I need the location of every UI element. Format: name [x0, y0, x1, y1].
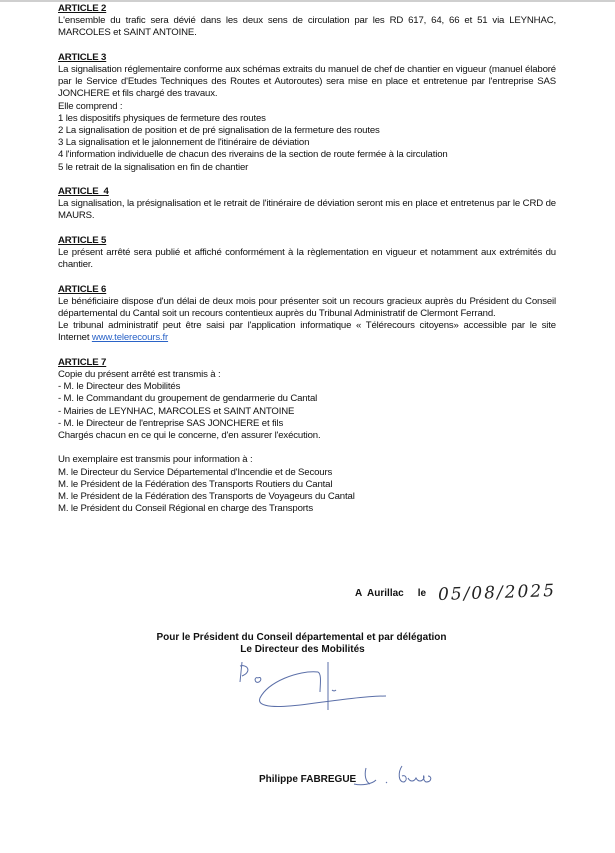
delegation-line: Pour le Président du Conseil départemental et par délégation [156, 632, 447, 643]
list-intro: Copie du présent arrêté est transmis à : [58, 369, 221, 381]
article-4 [58, 186, 556, 223]
list-intro: Elle comprend : [58, 100, 123, 112]
link-prefix: Internet [58, 332, 92, 344]
list-item: - M. le Directeur des Mobilités [58, 381, 181, 393]
article-title: ARTICLE 6 [58, 283, 107, 295]
director-signature [228, 660, 428, 720]
closing-line: Chargés chacun en ce qui le concerne, d'en assurer l'exécution. [58, 430, 321, 442]
list-item: - M. le Directeur de l'entreprise SAS JONCHERE et fils [58, 417, 284, 429]
list-item: M. le Président de la Fédération des Transports de Voyageurs du Cantal [58, 491, 355, 503]
article-title: ARTICLE 7 [58, 356, 107, 368]
handwritten-date: 05/08/2025 [437, 580, 557, 606]
list-item: 3 La signalisation et le jalonnement de l'itinéraire de déviation [58, 137, 310, 149]
list-item: - Mairies de LEYNHAC, MARCOLES et SAINT ANTOINE [58, 405, 295, 417]
article-title: ARTICLE 3 [58, 51, 107, 63]
delegation-block [0, 632, 615, 656]
article-3 [58, 52, 556, 174]
page-top-border [0, 0, 615, 2]
list-item: 4 l'information individuelle de chacun des riverains de la section de route fermée à la circulation [58, 149, 448, 161]
list-item: 5 le retrait de la signalisation en fin de chantier [58, 161, 249, 173]
signer-name: Philippe FABREGUE [259, 774, 357, 785]
information-list [58, 454, 556, 515]
article-title: ARTICLE 4 [58, 186, 109, 198]
list-item: M. le Directeur du Service Départemental d'Incendie et de Secours [58, 466, 333, 478]
date-label: le [417, 588, 427, 599]
place-date [355, 588, 426, 599]
initials-signature [352, 762, 442, 792]
place: A Aurillac [355, 588, 404, 599]
link-line [58, 332, 556, 344]
list-intro: Un exemplaire est transmis pour information à : [58, 454, 253, 466]
article-paragraph: La signalisation réglementaire conforme aux schémas extraits du manuel de chef de chantier en vigueur (manuel élaboré par le Service d'Etudes Techniques des Routes et Autoroutes) sera mise en place et entretenue par l'entreprise SAS JONCHERE et fils chargé des travaux. [58, 64, 556, 100]
list-item: - M. le Commandant du groupement de gendarmerie du Cantal [58, 393, 318, 405]
article-paragraph: Le tribunal administratif peut être saisi par l'application informatique « Télérecours citoyens» accessible par le site [58, 320, 556, 332]
article-title: ARTICLE 2 [58, 3, 107, 14]
article-paragraph: Le bénéficiaire dispose d'un délai de deux mois pour présenter soit un recours gracieux auprès du Président du Conseil départemental du Cantal soit un recours contentieux auprès du Tribunal Administratif de Clermont Ferrand. [58, 295, 556, 320]
article-6 [58, 284, 556, 345]
telerecours-link[interactable]: www.telerecours.fr [91, 332, 169, 344]
article-paragraph: L'ensemble du trafic sera dévié dans les deux sens de circulation par les RD 617, 64, 66 et 51 via LEYNHAC, MARCOLES et SAINT ANTOINE. [58, 15, 556, 39]
article-title: ARTICLE 5 [58, 234, 107, 246]
list-item: M. le Président du Conseil Régional en charge des Transports [58, 503, 313, 515]
signer-title: Le Directeur des Mobilités [240, 644, 365, 655]
article-paragraph: Le présent arrêté sera publié et affiché conformément à la règlementation en vigueur et notamment aux extrémités du chantier. [58, 247, 556, 271]
article-paragraph: La signalisation, la présignalisation et le retrait de l'itinéraire de déviation seront mis en place et entretenus par le CRD de MAURS. [58, 198, 556, 222]
article-5 [58, 235, 556, 272]
list-item: 2 La signalisation de position et de pré signalisation de la fermeture des routes [58, 125, 380, 137]
article-2 [58, 3, 556, 40]
document-body [58, 3, 556, 528]
list-item: M. le Président de la Fédération des Transports Routiers du Cantal [58, 478, 333, 490]
article-7 [58, 357, 556, 442]
list-item: 1 les dispositifs physiques de fermeture des routes [58, 112, 266, 124]
